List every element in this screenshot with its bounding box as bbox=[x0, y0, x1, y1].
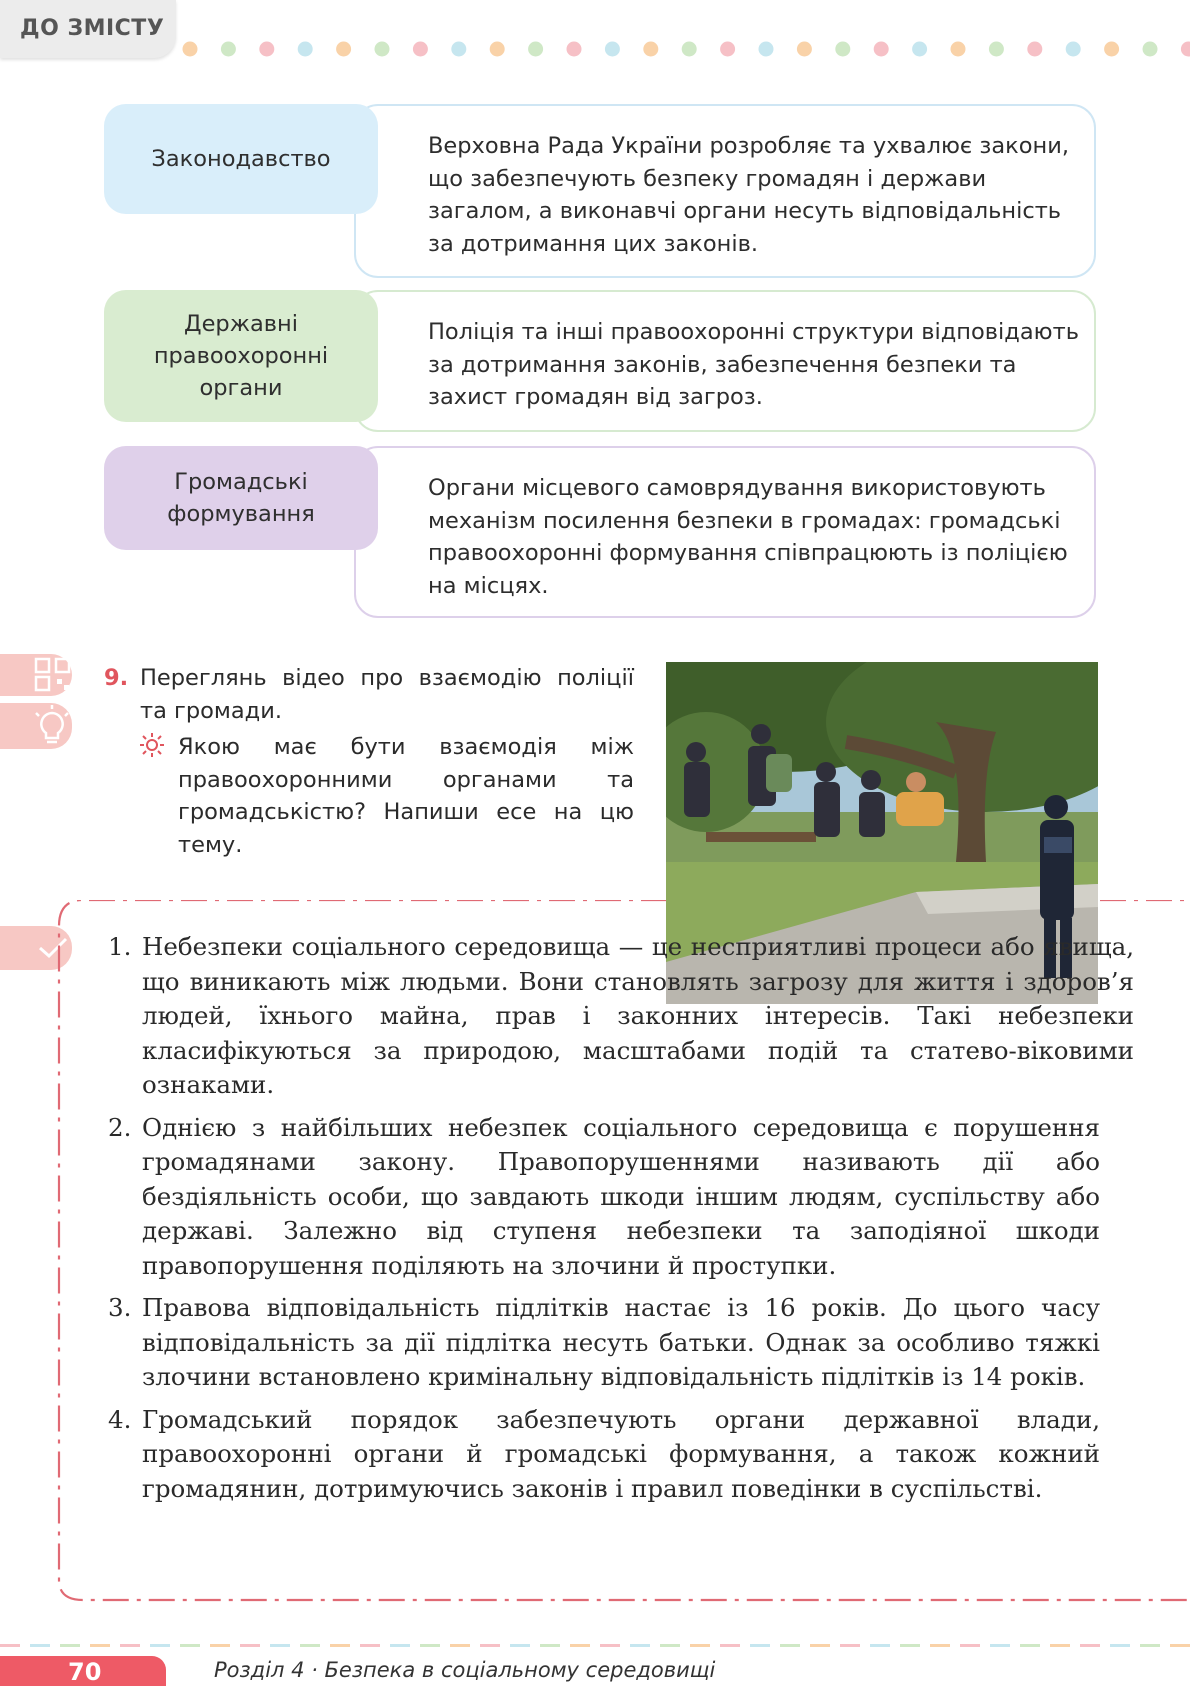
footer-dash bbox=[1050, 1644, 1070, 1647]
qr-code-tab[interactable] bbox=[0, 654, 72, 696]
row-label: Громадські формування bbox=[167, 469, 315, 527]
footer-dash bbox=[150, 1644, 170, 1647]
footer-dash bbox=[180, 1644, 200, 1647]
row-label-box bbox=[104, 446, 378, 550]
decorative-dot bbox=[567, 42, 582, 57]
decorative-dot bbox=[989, 42, 1004, 57]
decorative-dots bbox=[182, 40, 1190, 60]
decorative-dot bbox=[413, 42, 428, 57]
decorative-dot bbox=[451, 42, 466, 57]
task-text: Переглянь відео про взаємодію поліції та громади. bbox=[140, 665, 634, 724]
footer-dash bbox=[120, 1644, 140, 1647]
summary-item-number: 1. bbox=[108, 932, 132, 961]
decorative-dot bbox=[605, 42, 620, 57]
row-description: Верховна Рада України розробляє та ухвалює закони, що забезпечують безпеку громадян і держави загалом, а виконавчі органи несуть відповідальність за дотримання цих законів. bbox=[428, 133, 1070, 257]
summary-item-text: Однією з найбільших небезпек соціального середовища є порушення громадянами закону. Правопорушеннями називають дії або бездіяльність особи, що завдають шкоди іншим людям, суспільству або державі. Залежно від ступеня небезпеки та заподіяної шкоди правопорушення поділяють на злочини й проступки. bbox=[142, 1112, 1100, 1280]
summary-item bbox=[108, 1111, 1100, 1284]
summary-item-text: Небезпеки соціального середовища — це несприятливі процеси або явища, що виникають між людьми. Вони становлять загрозу для життя і здоров’я людей, їхнього майна, прав і законних інтересів. Такі небезпеки класифікуються за природою, масштабами подій та статево-віковими ознаками. bbox=[142, 932, 1134, 1099]
summary-item-number: 2. bbox=[108, 1112, 132, 1142]
decorative-dot bbox=[912, 42, 927, 57]
footer-dash bbox=[660, 1644, 680, 1647]
footer-dash bbox=[900, 1644, 920, 1647]
decorative-dot bbox=[375, 42, 390, 57]
decorative-dot bbox=[1027, 42, 1042, 57]
footer-dash bbox=[210, 1644, 230, 1647]
row-label: Законодавство bbox=[151, 146, 331, 172]
sun-icon bbox=[140, 733, 164, 757]
decorative-dot bbox=[528, 42, 543, 57]
footer-dash bbox=[480, 1644, 500, 1647]
decorative-dot bbox=[643, 42, 658, 57]
toc-link[interactable] bbox=[0, 0, 176, 58]
decorative-dot bbox=[259, 42, 274, 57]
footer-dash bbox=[300, 1644, 320, 1647]
decorative-dot bbox=[298, 42, 313, 57]
decorative-dot bbox=[1104, 42, 1119, 57]
decorative-dot bbox=[951, 42, 966, 57]
task-number: 9. bbox=[104, 665, 129, 691]
info-row-legislation bbox=[104, 104, 1096, 278]
summary-list bbox=[108, 930, 1134, 1514]
footer-dash bbox=[690, 1644, 710, 1647]
info-row-public-formations bbox=[104, 446, 1096, 618]
row-description: Поліція та інші правоохоронні структури відповідають за дотримання законів, забезпечення безпеки та захист громадян від загроз. bbox=[428, 319, 1079, 410]
footer-dash bbox=[1140, 1644, 1160, 1647]
page-number: 70 bbox=[68, 1658, 102, 1686]
decorative-dot bbox=[183, 42, 198, 57]
footer-dash bbox=[780, 1644, 800, 1647]
decorative-dot bbox=[835, 42, 850, 57]
footer-dash bbox=[540, 1644, 560, 1647]
decorative-dot bbox=[682, 42, 697, 57]
page-number-badge bbox=[0, 1656, 166, 1686]
footer-dash bbox=[1020, 1644, 1040, 1647]
footer-dash bbox=[1110, 1644, 1130, 1647]
footer-dash bbox=[90, 1644, 110, 1647]
footer-dash bbox=[810, 1644, 830, 1647]
footer-dash bbox=[390, 1644, 410, 1647]
footer-dash bbox=[240, 1644, 260, 1647]
footer-dash bbox=[600, 1644, 620, 1647]
task-9 bbox=[104, 662, 634, 861]
summary-item-text: Правова відповідальність підлітків настає із 16 років. До цього часу відповідальність за дії підлітка несуть батьки. Однак за особливо тяжкі злочини встановлено кримінальну відповідальність підлітків із 14 років. bbox=[142, 1293, 1100, 1391]
decorative-dot bbox=[1143, 42, 1158, 57]
footer-dash bbox=[30, 1644, 50, 1647]
row-label-box bbox=[104, 104, 378, 214]
decorative-dot bbox=[797, 42, 812, 57]
footer-dash bbox=[630, 1644, 650, 1647]
footer-dash bbox=[720, 1644, 740, 1647]
footer-dash bbox=[960, 1644, 980, 1647]
decorative-dot bbox=[874, 42, 889, 57]
decorative-dot bbox=[490, 42, 505, 57]
task-question-text: Якою має бути взаємодія між правоохоронними органами та громадськістю? Напиши есе на цю тему. bbox=[178, 734, 634, 858]
summary-item bbox=[108, 1291, 1100, 1395]
footer-dash bbox=[750, 1644, 770, 1647]
footer-dash bbox=[360, 1644, 380, 1647]
summary-item-number: 4. bbox=[108, 1404, 132, 1434]
lightbulb-icon bbox=[32, 705, 72, 747]
footer-dash bbox=[330, 1644, 350, 1647]
decorative-dot bbox=[221, 42, 236, 57]
decorative-dot bbox=[1066, 42, 1081, 57]
footer-dash bbox=[420, 1644, 440, 1647]
footer-dash bbox=[510, 1644, 530, 1647]
footer-dash bbox=[570, 1644, 590, 1647]
section-title: Розділ 4 · Безпека в соціальному середовищі bbox=[214, 1658, 716, 1682]
decorative-dot bbox=[759, 42, 774, 57]
footer-dash bbox=[270, 1644, 290, 1647]
summary-item bbox=[108, 930, 1134, 1103]
row-label-box bbox=[104, 290, 378, 422]
decorative-dot bbox=[336, 42, 351, 57]
footer-dash bbox=[990, 1644, 1010, 1647]
qr-code-icon bbox=[34, 657, 74, 693]
toc-label: ДО ЗМІСТУ bbox=[20, 16, 165, 41]
task-question bbox=[140, 731, 634, 861]
row-label: Державні правоохоронні органи bbox=[153, 311, 329, 401]
summary-item-number: 3. bbox=[108, 1293, 132, 1322]
decorative-dot bbox=[1181, 42, 1190, 57]
footer-dash bbox=[0, 1644, 20, 1647]
summary-item bbox=[108, 1403, 1100, 1507]
info-row-law-enforcement bbox=[104, 290, 1096, 432]
footer-dash bbox=[840, 1644, 860, 1647]
footer-dash bbox=[930, 1644, 950, 1647]
footer-dash bbox=[60, 1644, 80, 1647]
row-description: Органи місцевого самоврядування використовують механізм посилення безпеки в громадах: громадські правоохоронні формування співпрацюють із поліцією на місцях. bbox=[428, 475, 1068, 599]
footer-dash bbox=[450, 1644, 470, 1647]
footer-dash bbox=[1080, 1644, 1100, 1647]
idea-tab[interactable] bbox=[0, 703, 72, 749]
decorative-dot bbox=[720, 42, 735, 57]
footer-dash bbox=[1170, 1644, 1190, 1647]
summary-item-text: Громадський порядок забезпечують органи державної влади, правоохоронні органи й громадські формування, а також кожний громадянин, дотримуючись законів і правил поведінки в суспільстві. bbox=[142, 1404, 1100, 1503]
footer-dash bbox=[870, 1644, 890, 1647]
